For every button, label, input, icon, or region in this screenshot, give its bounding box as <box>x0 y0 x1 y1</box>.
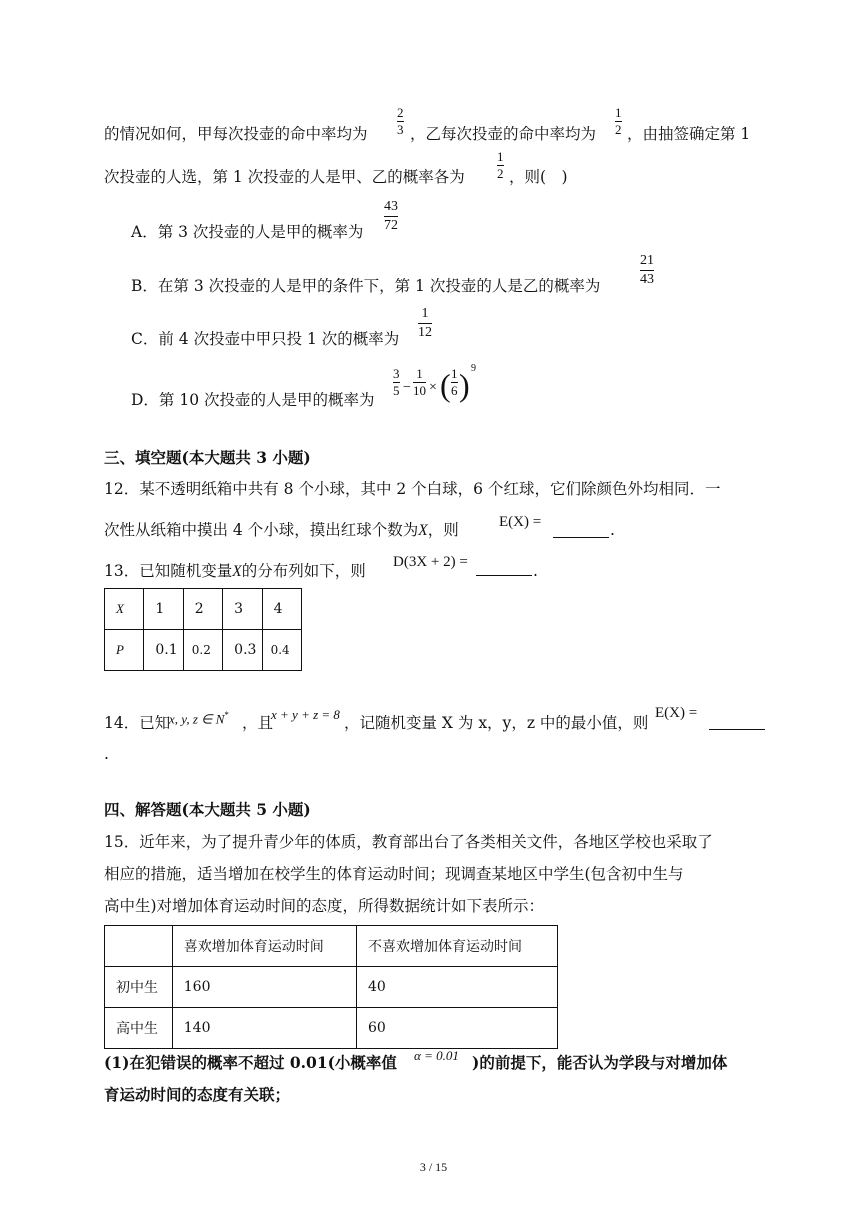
table-cell: 140 <box>172 1008 356 1049</box>
frac-den: 12 <box>418 325 432 340</box>
option-a-fraction <box>384 199 398 234</box>
table-cell: 0.3 <box>223 630 262 671</box>
frac-den: 10 <box>413 383 426 398</box>
q15-data-table <box>104 925 558 1049</box>
table-cell: 初中生 <box>105 967 173 1008</box>
frac-num: 43 <box>384 199 398 214</box>
q11-line2-a: 次投壶的人选，第 1 次投壶的人是甲、乙的概率各为 <box>104 168 465 186</box>
section4-title: 四、解答题(本大题共 5 小题) <box>104 800 311 819</box>
left-paren: ( <box>440 367 451 403</box>
frac-num: 1 <box>421 306 429 321</box>
q15-sub1-expression: α = 0.01 <box>414 1048 459 1063</box>
q12-var: X <box>418 522 428 539</box>
table-cell: 4 <box>262 589 301 630</box>
expr-frac-1-6 <box>451 367 458 398</box>
table-cell: 1 <box>144 589 183 630</box>
q13-end: . <box>533 562 538 580</box>
exponent: 9 <box>471 363 476 374</box>
option-b[interactable] <box>131 275 600 297</box>
expr-frac-3-5 <box>393 367 400 398</box>
option-d-expression <box>393 362 483 406</box>
q14-expression: E(X) = <box>655 705 698 721</box>
option-b-fraction <box>640 253 654 288</box>
q13-answer-blank[interactable] <box>476 575 532 576</box>
q12-expression: E(X) = <box>499 514 542 530</box>
frac-den: 72 <box>384 218 398 233</box>
q11-line2-b-wrap <box>509 166 568 188</box>
fraction-one-half-b <box>497 150 504 181</box>
q13-a: 13．已知随机变量 <box>104 562 233 580</box>
q14-a: 14．已知 <box>104 714 171 732</box>
option-b-text: B．在第 3 次投壶的人是甲的条件下，第 1 次投壶的人是乙的概率为 <box>131 277 601 295</box>
table-row <box>105 926 558 967</box>
option-d[interactable] <box>131 389 375 411</box>
frac-num: 1 <box>416 366 423 381</box>
table-cell <box>105 926 173 967</box>
q15-line2: 相应的措施，适当增加在校学生的体育运动时间；现调查某地区中学生(包含初中生与 <box>104 865 684 883</box>
frac-den: 5 <box>393 383 400 398</box>
frac-den: 3 <box>397 122 404 137</box>
table-cell: P <box>105 630 144 671</box>
option-c[interactable] <box>131 328 399 350</box>
table-cell: 2 <box>183 589 222 630</box>
q13-line <box>104 560 366 583</box>
frac-den: 6 <box>451 383 458 398</box>
q14-b: ，且 <box>242 714 274 732</box>
frac-num: 3 <box>393 366 400 381</box>
frac-num: 1 <box>615 105 622 120</box>
q15-sub1-b: )的前提下，能否认为学段与对增加体 <box>472 1053 728 1072</box>
fraction-one-half-a <box>615 106 622 137</box>
table-cell: 60 <box>356 1008 557 1049</box>
q12-line2-a: 次性从纸箱中摸出 4 个小球，摸出红球个数为 <box>104 521 419 539</box>
q15-sub1-b-wrap <box>472 1052 727 1074</box>
q11-line1-a: 的情况如何，甲每次投壶的命中率均为 <box>104 125 368 143</box>
q12-line2-b: ，则 <box>427 521 459 539</box>
q15-sub1-line2: 育运动时间的态度有关联； <box>104 1085 291 1104</box>
q14-condition: x + y + z = 8 <box>271 707 340 722</box>
q11-line2-b: ，则( ) <box>509 168 568 186</box>
q14-end: . <box>104 745 109 763</box>
table-cell: 40 <box>356 967 557 1008</box>
table-cell: 喜欢增加体育运动时间 <box>172 926 356 967</box>
table-cell: X <box>105 589 144 630</box>
q15-line3: 高中生)对增加体育运动时间的态度，所得数据统计如下表所示： <box>104 897 545 915</box>
table-row <box>105 967 558 1008</box>
q15-sub1-line1 <box>104 1052 397 1074</box>
table-row <box>105 1008 558 1049</box>
q14-star: * <box>224 710 229 720</box>
q14-answer-blank[interactable] <box>709 729 765 730</box>
q15-sub1-a: (1)在犯错误的概率不超过 0.01(小概率值 <box>104 1053 397 1072</box>
q13-b: 的分布列如下，则 <box>241 562 366 580</box>
frac-den: 43 <box>640 272 654 287</box>
q11-line1-b-wrap <box>410 123 596 145</box>
q12-answer-blank[interactable] <box>553 537 609 538</box>
right-paren: ) <box>459 367 470 403</box>
table-row <box>105 630 302 671</box>
frac-num: 21 <box>640 253 654 268</box>
q15-line1: 15．近年来，为了提升青少年的体质，教育部出台了各类相关文件，各地区学校也采取了 <box>104 833 713 851</box>
q12-line1: 12．某不透明纸箱中共有 8 个小球，其中 2 个白球，6 个红球，它们除颜色外均相同．一 <box>104 480 721 498</box>
option-c-fraction <box>418 306 432 341</box>
q11-line1-c: ，由抽签确定第 1 <box>627 125 751 143</box>
page-number: 3 / 15 <box>419 1160 448 1174</box>
q11-line1-b: ，乙每次投壶的命中率均为 <box>410 125 597 143</box>
option-c-text: C．前 4 次投壶中甲只投 1 次的概率为 <box>131 330 400 348</box>
option-a-text: A．第 3 次投壶的人是甲的概率为 <box>131 223 364 241</box>
frac-den: 2 <box>615 122 622 137</box>
times-sign: × <box>429 380 437 395</box>
section3-title: 三、填空题(本大题共 3 小题) <box>104 448 311 467</box>
table-cell: 0.2 <box>183 630 222 671</box>
q13-expression: D(3X + 2) = <box>393 554 468 570</box>
q11-line2-a-wrap <box>104 166 465 188</box>
frac-num: 2 <box>397 105 404 120</box>
q11-line1-c-wrap <box>627 123 750 145</box>
q12-line2 <box>104 519 459 542</box>
option-a[interactable] <box>131 221 363 243</box>
table-cell: 0.4 <box>262 630 301 671</box>
q13-distribution-table <box>104 588 302 671</box>
frac-num: 1 <box>451 366 458 381</box>
q12-end: . <box>610 521 615 539</box>
table-cell: 不喜欢增加体育运动时间 <box>356 926 557 967</box>
frac-den: 2 <box>497 166 504 181</box>
expr-frac-1-10 <box>413 367 426 398</box>
q14-c: ，记随机变量 X 为 x，y，z 中的最小值，则 <box>344 714 649 732</box>
table-row <box>105 589 302 630</box>
q11-line1 <box>104 123 368 145</box>
minus-sign: − <box>403 380 411 395</box>
q14-set-text: x, y, z ∈ N <box>169 711 225 727</box>
table-cell: 0.1 <box>144 630 183 671</box>
frac-num: 1 <box>497 149 504 164</box>
q13-var: X <box>232 563 242 580</box>
option-d-text: D．第 10 次投壶的人是甲的概率为 <box>131 391 375 409</box>
fraction-two-thirds <box>397 106 404 137</box>
q14-set <box>169 704 229 730</box>
table-cell: 3 <box>223 589 262 630</box>
table-cell: 高中生 <box>105 1008 173 1049</box>
table-cell: 160 <box>172 967 356 1008</box>
